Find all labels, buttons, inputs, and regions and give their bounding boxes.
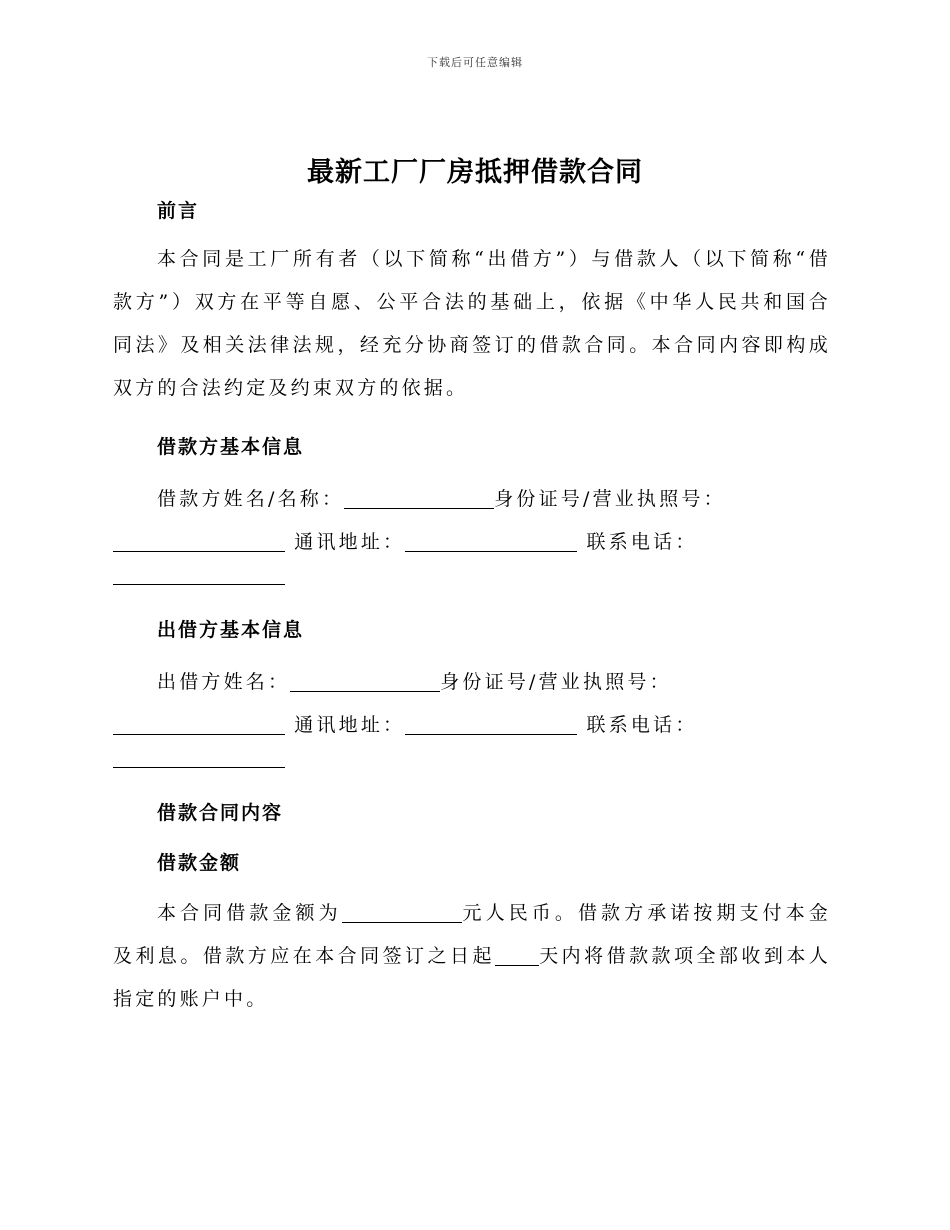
page-header-note: 下载后可任意编辑 <box>427 56 523 69</box>
loan-amount-blank[interactable] <box>342 902 462 923</box>
borrower-address-label: 通讯地址： <box>294 531 406 553</box>
borrower-phone-label: 联系电话： <box>586 531 698 553</box>
lender-address-blank[interactable] <box>405 714 577 735</box>
loan-amount-text-2: 元人民币。借款方承诺按期支付本金及利息。借款方应在本合同签订之日起 <box>113 902 831 967</box>
preface-heading: 前言 <box>157 200 200 222</box>
lender-phone-blank[interactable] <box>113 745 285 768</box>
borrower-id-blank[interactable] <box>113 531 285 552</box>
loan-amount-text-3: 天内将借款款项全部收到本人指定的账户中。 <box>113 945 831 1010</box>
lender-id-label: 身份证号/营业执照号： <box>440 671 672 693</box>
borrower-id-label: 身份证号/营业执照号： <box>494 488 726 510</box>
lender-name-label: 出借方姓名： <box>157 671 291 693</box>
lender-phone-label: 联系电话： <box>586 714 698 736</box>
lender-info-paragraph <box>113 661 831 747</box>
borrower-info-paragraph <box>113 478 831 564</box>
lender-name-blank[interactable] <box>290 671 440 692</box>
loan-amount-heading: 借款金额 <box>157 852 242 874</box>
loan-amount-text-1: 本合同借款金额为 <box>157 902 342 924</box>
loan-days-blank[interactable] <box>495 945 539 966</box>
borrower-info-heading: 借款方基本信息 <box>157 436 305 458</box>
lender-address-label: 通讯地址： <box>294 714 406 736</box>
lender-info-heading: 出借方基本信息 <box>157 619 305 641</box>
contract-content-heading: 借款合同内容 <box>157 802 284 824</box>
document-body <box>113 194 831 1021</box>
lender-id-blank[interactable] <box>113 714 285 735</box>
preface-paragraph: 本合同是工厂所有者（以下简称“出借方”）与借款人（以下简称“借款方”）双方在平等自愿、公平合法的基础上，依据《中华人民共和国合同法》及相关法律法规，经充分协商签订的借款合同。本合同内容即构成双方的合法约定及约束双方的依据。 <box>113 248 831 399</box>
borrower-name-label: 借款方姓名/名称： <box>157 488 345 510</box>
borrower-name-blank[interactable] <box>344 488 494 509</box>
borrower-address-blank[interactable] <box>405 531 577 552</box>
document-title: 最新工厂厂房抵押借款合同 <box>307 157 643 188</box>
loan-amount-paragraph <box>113 892 831 1021</box>
borrower-phone-blank[interactable] <box>113 562 285 585</box>
